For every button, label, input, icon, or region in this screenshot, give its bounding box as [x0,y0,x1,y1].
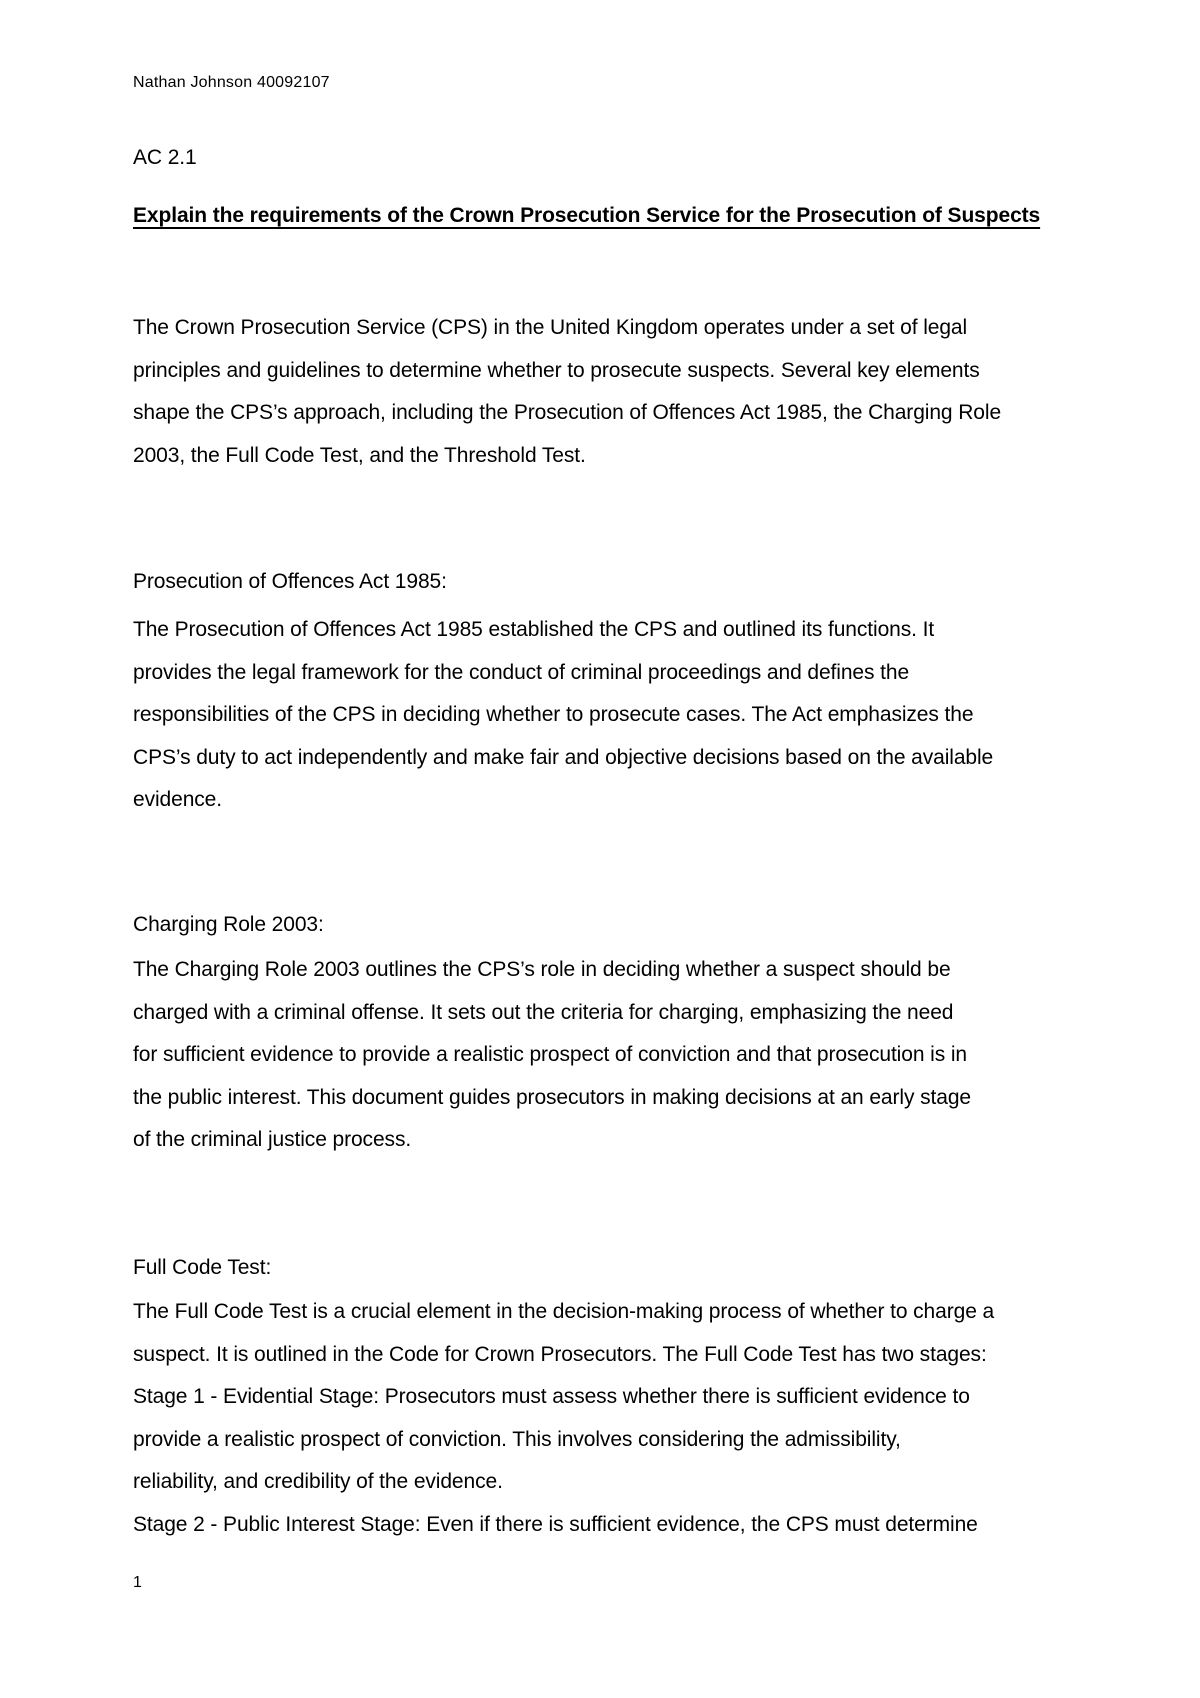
unit-code: AC 2.1 [133,146,197,169]
text-line: charged with a criminal offense. It sets out the criteria for charging, emphasizing the need [133,1000,954,1024]
text-line: evidence. [133,788,222,811]
text-line: shape the CPS’s approach, including the Prosecution of Offences Act 1985, the Charging Role [133,401,1002,424]
section-paragraph [133,1291,994,1546]
text-line: The Full Code Test is a crucial element in the decision-making process of whether to charge a [133,1300,995,1323]
section-paragraph [133,949,971,1162]
document-title: Explain the requirements of the Crown Prosecution Service for the Prosecution of Suspects [133,204,1041,227]
text-line: the public interest. This document guides prosecutors in making decisions at an early stage [133,1085,971,1109]
text-line: reliability, and credibility of the evidence. [133,1470,503,1493]
text-line: The Charging Role 2003 outlines the CPS’s role in deciding whether a suspect should be [133,958,951,981]
text-line: principles and guidelines to determine whether to prosecute suspects. Several key elements [133,358,980,382]
text-line: Stage 2 - Public Interest Stage: Even if there is sufficient evidence, the CPS must determine [133,1512,978,1536]
section-heading-prosecution-of-offences-act: Prosecution of Offences Act 1985: [133,570,447,593]
text-line: provide a realistic prospect of conviction. This involves considering the admissibility, [133,1427,901,1451]
section-paragraph [133,609,993,822]
text-line: Stage 1 - Evidential Stage: Prosecutors must assess whether there is sufficient evidence to [133,1385,970,1408]
section-heading-full-code-test: Full Code Test: [133,1256,272,1279]
text-line: The Crown Prosecution Service (CPS) in the United Kingdom operates under a set of legal [133,316,968,339]
text-line: responsibilities of the CPS in deciding whether to prosecute cases. The Act emphasizes the [133,703,974,726]
intro-paragraph [133,307,1001,477]
page-number: 1 [133,1574,143,1591]
text-line: The Prosecution of Offences Act 1985 established the CPS and outlined its functions. It [133,618,935,641]
text-line: CPS’s duty to act independently and make fair and objective decisions based on the available [133,745,994,769]
text-line: of the criminal justice process. [133,1128,412,1151]
text-line: 2003, the Full Code Test, and the Threshold Test. [133,443,586,467]
section-heading-charging-role: Charging Role 2003: [133,913,324,936]
text-line: suspect. It is outlined in the Code for Crown Prosecutors. The Full Code Test has two stages: [133,1342,987,1366]
text-line: provides the legal framework for the conduct of criminal proceedings and defines the [133,660,910,684]
text-line: for sufficient evidence to provide a realistic prospect of conviction and that prosecution is in [133,1043,967,1066]
page-header-author: Nathan Johnson 40092107 [133,74,330,91]
